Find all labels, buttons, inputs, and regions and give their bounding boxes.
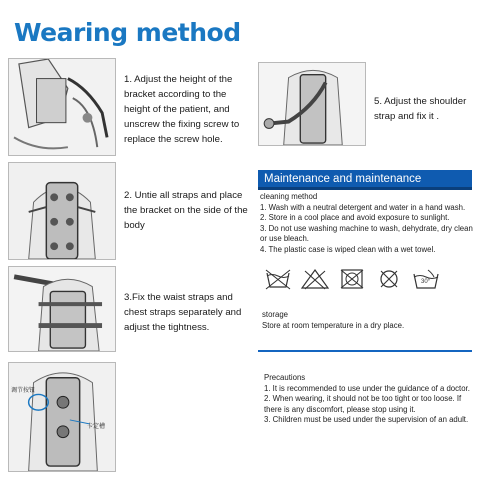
step-3-photo — [8, 266, 116, 352]
precautions-section — [264, 373, 470, 426]
adjust-button-label: 调节按钮 — [11, 387, 36, 394]
storage-heading: storage — [262, 310, 289, 319]
step-2-text: 2. Untie all straps and place the bracket on the side of the body — [124, 190, 248, 231]
hand-wash-temp: 30° — [421, 279, 431, 285]
step-1-text: 1. Adjust the height of the bracket according to the height of the patient, and unscrew the fixing screw to replace the screw hole. — [124, 74, 240, 145]
no-washing-machine-icon — [262, 268, 294, 290]
no-dry-clean-icon — [373, 268, 405, 290]
cleaning-item: 4. The plastic case is wiped clean with a wet towel. — [260, 244, 436, 254]
step-5-text: 5. Adjust the shoulder strap and fix it . — [374, 96, 467, 122]
cleaning-item: 1. Wash with a neutral detergent and water in a hand wash. — [260, 202, 466, 212]
cleaning-section — [260, 192, 474, 255]
precaution-item: 2. When wearing, it should not be too tight or too loose. If there is any discomfort, please stop using it. — [264, 394, 462, 414]
no-tumble-dry-icon — [336, 268, 368, 290]
step-5-photo — [258, 62, 366, 146]
storage-section — [262, 310, 472, 331]
page-title: Wearing method — [14, 18, 241, 47]
precaution-item: 3. Children must be used under the supervision of an adult. — [264, 415, 469, 424]
storage-text: Store at room temperature in a dry place. — [262, 320, 405, 330]
cleaning-item: 2. Store in a cool place and avoid exposure to sunlight. — [260, 213, 450, 222]
step-4-photo — [8, 362, 116, 472]
divider-line — [258, 350, 472, 352]
step-2-photo — [8, 162, 116, 260]
maintenance-title: Maintenance and maintenance — [264, 173, 422, 185]
precautions-heading: Precautions — [264, 373, 306, 382]
maintenance-header-bar — [258, 170, 472, 190]
step-3-text: 3.Fix the waist straps and chest straps separately and adjust the tightness. — [124, 292, 242, 333]
cleaning-heading: cleaning method — [260, 192, 318, 201]
hand-wash-30-icon — [410, 268, 442, 290]
no-bleach-icon — [299, 268, 331, 290]
slot-label: 卡定槽 — [87, 423, 106, 430]
step-1-photo — [8, 58, 116, 156]
precaution-item: 1. It is recommended to use under the guidance of a doctor. — [264, 383, 470, 393]
cleaning-item: 3. Do not use washing machine to wash, dehydrate, dry clean or use bleach. — [260, 223, 473, 243]
care-icons — [262, 268, 442, 290]
